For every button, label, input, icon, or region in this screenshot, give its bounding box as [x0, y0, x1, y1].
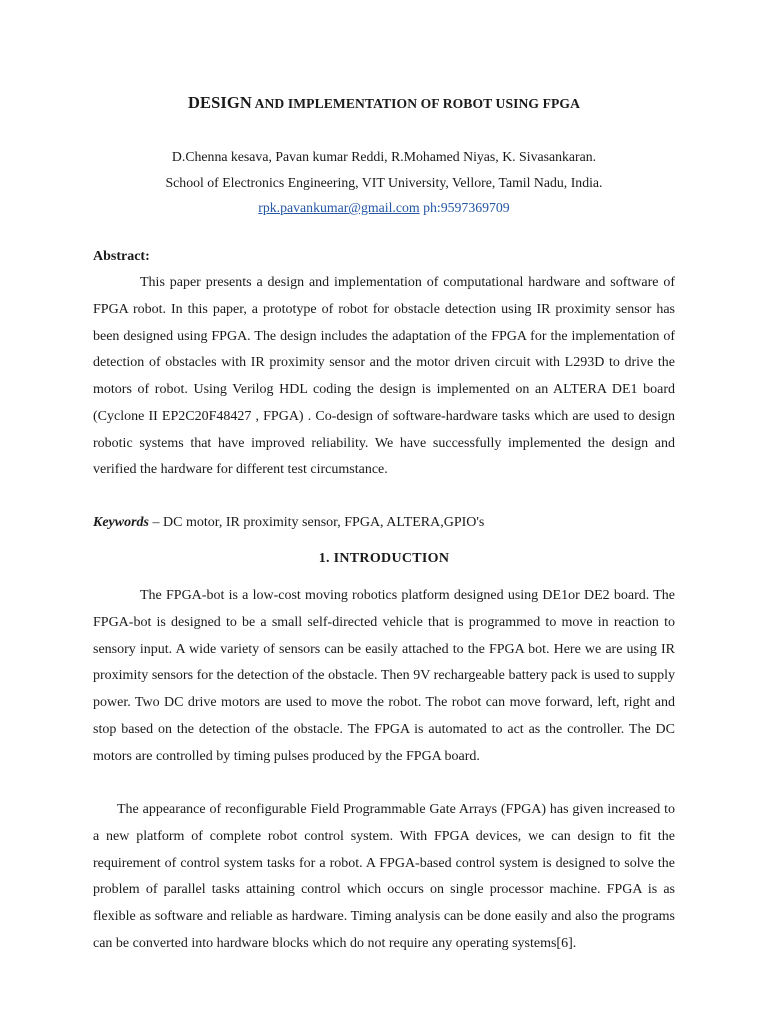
email-link[interactable]: rpk.pavankumar@gmail.com — [258, 200, 420, 215]
abstract-heading: Abstract: — [93, 249, 150, 264]
introduction-heading: 1. INTRODUCTION — [318, 551, 450, 566]
title-first-word: DESIGN — [187, 93, 252, 112]
keywords-text: – DC motor, IR proximity sensor, FPGA, ALTERA,GPIO's — [149, 515, 485, 530]
affiliation: School of Electronics Engineering, VIT University, Vellore, Tamil Nadu, India. — [165, 175, 603, 190]
title-rest: AND IMPLEMENTATION OF ROBOT USING FPGA — [254, 96, 581, 111]
abstract-text: This paper presents a design and implementation of computational hardware and software of FPGA robot. In this paper, a prototype of robot for obstacle detection using IR proximity sensor has been designed using FPGA. The design includes the adaptation of the FPGA for the implementation of detection of obstacles with IR proximity sensor and the motor driven circuit with L293D to drive the motors of robot. Using Verilog HDL coding the design is implemented on an ALTERA DE1 board (Cyclone II EP2C20F48427 , FPGA) . Co-design of software-hardware tasks which are used to design robotic systems that have improved reliability. We have successfully implemented the design and verified the hardware for different test circumstance. — [93, 275, 675, 478]
keywords-label: Keywords — [93, 515, 149, 530]
introduction-paragraph-2: The appearance of reconfigurable Field Programmable Gate Arrays (FPGA) has given increased to a new platform of complete robot control system. With FPGA devices, we can design to fit the requirement of control system tasks for a robot. A FPGA-based control system is designed to solve the problem of parallel tasks attaining control which occurs on single processor machine. FPGA is as flexible as software and reliable as hardware. Timing analysis can be done easily and also the programs can be converted into hardware blocks which do not require any operating systems[6]. — [93, 802, 675, 951]
author-list: D.Chenna kesava, Pavan kumar Reddi, R.Mohamed Niyas, K. Sivasankaran. — [171, 149, 597, 164]
contact-line — [0, 200, 768, 216]
keywords-line — [93, 515, 484, 531]
paper-title — [0, 93, 768, 113]
introduction-paragraph-1: The FPGA-bot is a low-cost moving robotics platform designed using DE1or DE2 board. The FPGA-bot is designed to be a small self-directed vehicle that is programmed to move in reaction to sensory input. A wide variety of sensors can be easily attached to the FPGA bot. Here we are using IR proximity sensors for the detection of the obstacle. Then 9V rechargeable battery pack is used to supply power. Two DC drive motors are used to move the robot. The robot can move forward, left, right and stop based on the detection of the obstacle. The FPGA is automated to act as the controller. The DC motors are controlled by timing pulses produced by the FPGA board. — [93, 588, 675, 764]
phone-number: ph:9597369709 — [419, 200, 510, 215]
